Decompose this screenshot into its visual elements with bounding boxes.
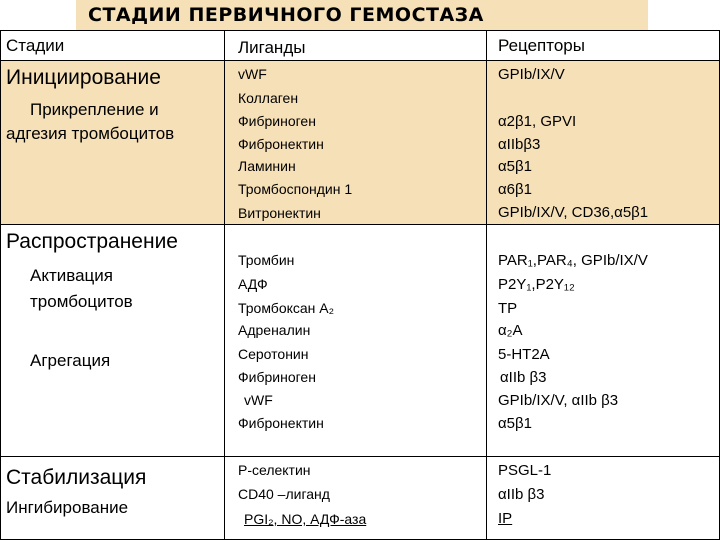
initiation-receptor: αIIbβ3 [498,136,541,153]
inhibition-label: Ингибирование [6,498,129,517]
stage-stabilization: Стабилизация [6,466,147,489]
initiation-row-divider [0,224,720,225]
spreading-ligand: АДФ [238,276,268,292]
spreading-ligand: Тромбоксан А₂ [238,300,335,316]
stabilization-ligand: Р-селектин [238,462,311,478]
initiation-ligand: Ламинин [238,158,296,174]
spreading-receptor: α₂A [498,322,523,339]
initiation-receptor: α5β1 [498,158,532,175]
spreading-receptor: αIIb β3 [500,369,547,386]
initiation-receptor: GPIb/IX/V, CD36,α5β1 [498,204,649,221]
spreading-receptor: α5β1 [498,415,532,432]
initiation-ligand: vWF [238,66,267,82]
spreading-receptor: TP [498,300,518,317]
spreading-ligand: Адреналин [238,322,311,338]
initiation-receptor: α2β1, GPVI [498,113,577,130]
stabilization-ligand: PGI₂, NO, АДФ-аза [244,511,367,527]
header-divider [0,60,720,61]
initiation-ligand: Коллаген [238,90,299,106]
column-divider-1 [224,30,225,540]
aggregation-label: Агрегация [30,351,111,370]
initiation-ligand: Фибронектин [238,136,324,152]
stage-spreading: Распространение [6,230,178,253]
initiation-ligand: Фибриноген [238,113,316,129]
activation-line2: тромбоцитов [30,292,133,311]
slide-title: СТАДИИ ПЕРВИЧНОГО ГЕМОСТАЗА [76,0,648,30]
header-stage: Стадии [6,36,65,55]
stabilization-receptor: PSGL-1 [498,462,552,479]
spreading-ligand: Серотонин [238,346,309,362]
spreading-receptor: GPIb/IX/V, αIIb β3 [498,392,619,409]
initiation-ligand: Тромбоспондин 1 [238,181,353,197]
spreading-receptor: 5-HT2A [498,346,550,363]
stabilization-receptor: IP [498,510,513,527]
stage-initiation: Инициирование [6,66,161,89]
header-receptors: Рецепторы [498,36,585,55]
table-left-border [0,30,1,540]
spreading-ligand: vWF [244,392,273,408]
stabilization-ligand: CD40 –лиганд [238,486,330,502]
column-divider-2 [486,30,487,540]
initiation-ligand: Витронектин [238,205,321,221]
spreading-row-divider [0,456,720,457]
initiation-receptor: GPIb/IX/V [498,66,565,83]
spreading-ligand: Фибриноген [238,369,316,385]
spreading-receptor: PAR₁,PAR₄, GPIb/IX/V [498,252,648,269]
spreading-ligand: Фибронектин [238,415,324,431]
initiation-sub-line2: адгезия тромбоцитов [6,124,175,143]
activation-line1: Активация [30,266,113,285]
initiation-receptor: α6β1 [498,181,532,198]
spreading-ligand: Тромбин [238,252,295,268]
table-top-border [0,30,720,31]
stabilization-receptor: αIIb β3 [498,486,545,503]
spreading-receptor: P2Y₁,P2Y₁₂ [498,276,575,293]
header-ligands: Лиганды [238,38,306,57]
initiation-sub-line1: Прикрепление и [30,100,159,119]
